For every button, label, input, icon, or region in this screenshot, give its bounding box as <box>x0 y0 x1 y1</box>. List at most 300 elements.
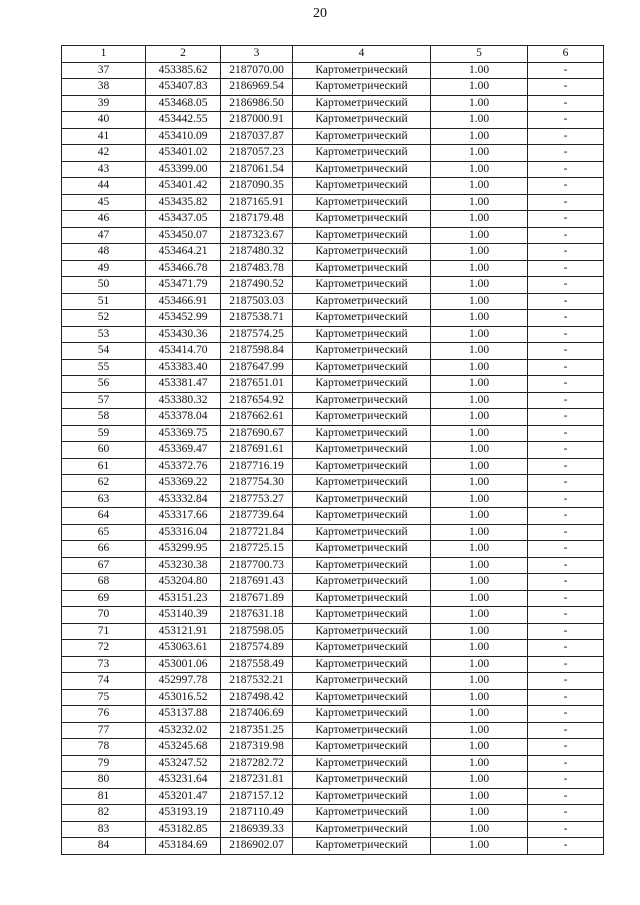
table-cell: - <box>528 359 604 376</box>
page-number: 20 <box>313 6 327 21</box>
table-cell: - <box>528 656 604 673</box>
table-cell: Картометрический <box>293 574 431 591</box>
table-cell: - <box>528 640 604 657</box>
table-cell: 2187651.01 <box>221 376 293 393</box>
table-cell: Картометрический <box>293 442 431 459</box>
table-cell: 1.00 <box>431 541 528 558</box>
table-header <box>62 46 604 63</box>
table-cell: 2187725.15 <box>221 541 293 558</box>
table-cell: 1.00 <box>431 788 528 805</box>
table-cell: 62 <box>62 475 146 492</box>
table-cell: 81 <box>62 788 146 805</box>
table-cell: 73 <box>62 656 146 673</box>
table-row <box>62 640 604 657</box>
table-cell: 1.00 <box>431 343 528 360</box>
table-cell: 1.00 <box>431 359 528 376</box>
table-cell: Картометрический <box>293 541 431 558</box>
table-row <box>62 755 604 772</box>
table-cell: 2187480.32 <box>221 244 293 261</box>
table-cell: 52 <box>62 310 146 327</box>
table-cell: 51 <box>62 293 146 310</box>
table-cell: 42 <box>62 145 146 162</box>
table-cell: Картометрический <box>293 673 431 690</box>
table-cell: 1.00 <box>431 524 528 541</box>
table-row <box>62 79 604 96</box>
table-cell: 61 <box>62 458 146 475</box>
table-cell: Картометрический <box>293 458 431 475</box>
table-cell: Картометрический <box>293 161 431 178</box>
table-cell: 78 <box>62 739 146 756</box>
table-cell: 453230.38 <box>146 557 221 574</box>
table-cell: Картометрический <box>293 211 431 228</box>
table-cell: Картометрический <box>293 310 431 327</box>
table-cell: 1.00 <box>431 821 528 838</box>
table-cell: 452997.78 <box>146 673 221 690</box>
table-cell: - <box>528 293 604 310</box>
table-cell: 453407.83 <box>146 79 221 96</box>
table-cell: 1.00 <box>431 227 528 244</box>
table-cell: 453466.78 <box>146 260 221 277</box>
table-cell: - <box>528 62 604 79</box>
table-cell: 2187690.67 <box>221 425 293 442</box>
table-cell: 453232.02 <box>146 722 221 739</box>
table-cell: 1.00 <box>431 607 528 624</box>
table-cell: 2187503.03 <box>221 293 293 310</box>
table-cell: 2187000.91 <box>221 112 293 129</box>
table-cell: - <box>528 788 604 805</box>
table-cell: 2187691.61 <box>221 442 293 459</box>
table-cell: - <box>528 442 604 459</box>
table-cell: 453452.99 <box>146 310 221 327</box>
table-cell: 2187647.99 <box>221 359 293 376</box>
table-row <box>62 128 604 145</box>
table-row <box>62 161 604 178</box>
table-cell: 58 <box>62 409 146 426</box>
table-row <box>62 277 604 294</box>
table-cell: 77 <box>62 722 146 739</box>
table-row <box>62 574 604 591</box>
table-cell: Картометрический <box>293 755 431 772</box>
column-header-2: 2 <box>146 46 221 63</box>
table-cell: 1.00 <box>431 128 528 145</box>
table-cell: 453442.55 <box>146 112 221 129</box>
table-row <box>62 541 604 558</box>
table-row <box>62 673 604 690</box>
table-cell: 2187037.87 <box>221 128 293 145</box>
table-body <box>62 62 604 854</box>
table-cell: - <box>528 838 604 855</box>
table-row <box>62 442 604 459</box>
table-cell: 453450.07 <box>146 227 221 244</box>
table-cell: 2186939.33 <box>221 821 293 838</box>
table-cell: 1.00 <box>431 590 528 607</box>
table-cell: 453430.36 <box>146 326 221 343</box>
table-cell: 1.00 <box>431 293 528 310</box>
table-cell: Картометрический <box>293 409 431 426</box>
table-cell: 453369.47 <box>146 442 221 459</box>
table-cell: Картометрический <box>293 277 431 294</box>
table-row <box>62 178 604 195</box>
table-row <box>62 607 604 624</box>
table-cell: 43 <box>62 161 146 178</box>
table-cell: 453369.75 <box>146 425 221 442</box>
table-cell: 1.00 <box>431 508 528 525</box>
table-cell: - <box>528 722 604 739</box>
table-cell: 74 <box>62 673 146 690</box>
table-cell: Картометрический <box>293 95 431 112</box>
table-cell: 453414.70 <box>146 343 221 360</box>
table-row <box>62 508 604 525</box>
table-cell: 72 <box>62 640 146 657</box>
table-cell: - <box>528 211 604 228</box>
table-cell: 453369.22 <box>146 475 221 492</box>
table-cell: Картометрический <box>293 293 431 310</box>
table-row <box>62 293 604 310</box>
table-cell: 453464.21 <box>146 244 221 261</box>
table-cell: 453466.91 <box>146 293 221 310</box>
table-cell: Картометрический <box>293 656 431 673</box>
table-cell: 68 <box>62 574 146 591</box>
table-cell: - <box>528 425 604 442</box>
table-row <box>62 260 604 277</box>
coordinates-table <box>61 45 604 855</box>
table-cell: - <box>528 623 604 640</box>
table-row <box>62 722 604 739</box>
column-header-1: 1 <box>62 46 146 63</box>
table-cell: - <box>528 821 604 838</box>
table-cell: 48 <box>62 244 146 261</box>
table-cell: 2187061.54 <box>221 161 293 178</box>
table-cell: 2186969.54 <box>221 79 293 96</box>
table-row <box>62 211 604 228</box>
table-cell: 46 <box>62 211 146 228</box>
table-cell: 2187179.48 <box>221 211 293 228</box>
table-cell: Картометрический <box>293 128 431 145</box>
table-cell: 75 <box>62 689 146 706</box>
table-cell: 2187721.84 <box>221 524 293 541</box>
table-cell: Картометрический <box>293 722 431 739</box>
column-header-4: 4 <box>293 46 431 63</box>
table-cell: 453468.05 <box>146 95 221 112</box>
table-cell: 453372.76 <box>146 458 221 475</box>
table-cell: 1.00 <box>431 260 528 277</box>
table-cell: 1.00 <box>431 656 528 673</box>
table-row <box>62 805 604 822</box>
table-cell: Картометрический <box>293 838 431 855</box>
table-cell: 1.00 <box>431 376 528 393</box>
table-cell: 1.00 <box>431 62 528 79</box>
table-cell: Картометрический <box>293 227 431 244</box>
table-row <box>62 491 604 508</box>
table-row <box>62 557 604 574</box>
table-cell: - <box>528 772 604 789</box>
table-cell: Картометрический <box>293 706 431 723</box>
table-cell: 453182.85 <box>146 821 221 838</box>
table-cell: 2187490.52 <box>221 277 293 294</box>
table-cell: 1.00 <box>431 689 528 706</box>
table-cell: - <box>528 326 604 343</box>
table-row <box>62 326 604 343</box>
table-cell: 1.00 <box>431 739 528 756</box>
table-cell: 49 <box>62 260 146 277</box>
table-cell: 2187631.18 <box>221 607 293 624</box>
table-row <box>62 227 604 244</box>
table-cell: - <box>528 194 604 211</box>
table-cell: 56 <box>62 376 146 393</box>
table-row <box>62 475 604 492</box>
table-cell: 66 <box>62 541 146 558</box>
table-cell: Картометрический <box>293 343 431 360</box>
table-cell: - <box>528 541 604 558</box>
table-cell: - <box>528 128 604 145</box>
table-cell: 453137.88 <box>146 706 221 723</box>
table-cell: 1.00 <box>431 491 528 508</box>
table-cell: 453121.91 <box>146 623 221 640</box>
table-cell: 1.00 <box>431 112 528 129</box>
table-cell: 1.00 <box>431 425 528 442</box>
table-cell: 65 <box>62 524 146 541</box>
table-row <box>62 706 604 723</box>
table-cell: 37 <box>62 62 146 79</box>
table-cell: 67 <box>62 557 146 574</box>
table-cell: 1.00 <box>431 755 528 772</box>
table-cell: 1.00 <box>431 557 528 574</box>
table-cell: 76 <box>62 706 146 723</box>
table-cell: - <box>528 590 604 607</box>
table-cell: 453016.52 <box>146 689 221 706</box>
table-cell: 1.00 <box>431 326 528 343</box>
table-cell: 453399.00 <box>146 161 221 178</box>
table-cell: 453140.39 <box>146 607 221 624</box>
table-row <box>62 112 604 129</box>
table-cell: 2187110.49 <box>221 805 293 822</box>
table-cell: 47 <box>62 227 146 244</box>
table-cell: Картометрический <box>293 524 431 541</box>
table-cell: 453381.47 <box>146 376 221 393</box>
table-cell: - <box>528 178 604 195</box>
table-cell: - <box>528 112 604 129</box>
table-cell: - <box>528 739 604 756</box>
table-row <box>62 359 604 376</box>
table-cell: 69 <box>62 590 146 607</box>
table-cell: 2187483.78 <box>221 260 293 277</box>
table-cell: Картометрический <box>293 112 431 129</box>
table-cell: 1.00 <box>431 145 528 162</box>
column-header-6: 6 <box>528 46 604 63</box>
table-cell: 83 <box>62 821 146 838</box>
table-cell: 39 <box>62 95 146 112</box>
table-cell: 2187351.25 <box>221 722 293 739</box>
table-cell: 2187671.89 <box>221 590 293 607</box>
table-cell: 453401.42 <box>146 178 221 195</box>
table-cell: 53 <box>62 326 146 343</box>
table-cell: 44 <box>62 178 146 195</box>
table-cell: 453437.05 <box>146 211 221 228</box>
table-cell: 82 <box>62 805 146 822</box>
table-cell: 2187070.00 <box>221 62 293 79</box>
table-cell: 2187700.73 <box>221 557 293 574</box>
table-row <box>62 821 604 838</box>
table-cell: 2187319.98 <box>221 739 293 756</box>
table-cell: Картометрический <box>293 62 431 79</box>
table-row <box>62 376 604 393</box>
table-cell: 38 <box>62 79 146 96</box>
table-cell: Картометрический <box>293 425 431 442</box>
table-cell: - <box>528 557 604 574</box>
table-cell: 453151.23 <box>146 590 221 607</box>
table-cell: - <box>528 607 604 624</box>
table-cell: Картометрический <box>293 359 431 376</box>
table-cell: 1.00 <box>431 79 528 96</box>
table-cell: Картометрический <box>293 491 431 508</box>
table-cell: 1.00 <box>431 772 528 789</box>
table-cell: 453385.62 <box>146 62 221 79</box>
table-cell: 2187598.84 <box>221 343 293 360</box>
table-cell: 2187282.72 <box>221 755 293 772</box>
table-cell: - <box>528 805 604 822</box>
table-cell: 54 <box>62 343 146 360</box>
table-row <box>62 656 604 673</box>
table-cell: 453001.06 <box>146 656 221 673</box>
table-cell: 453193.19 <box>146 805 221 822</box>
table-cell: 1.00 <box>431 623 528 640</box>
table-cell: 2187558.49 <box>221 656 293 673</box>
table-cell: 2187754.30 <box>221 475 293 492</box>
table-cell: 453245.68 <box>146 739 221 756</box>
table-cell: 1.00 <box>431 442 528 459</box>
table-cell: 41 <box>62 128 146 145</box>
table-cell: 1.00 <box>431 211 528 228</box>
table-cell: 453401.02 <box>146 145 221 162</box>
table-cell: Картометрический <box>293 194 431 211</box>
table-row <box>62 590 604 607</box>
table-row <box>62 623 604 640</box>
table-cell: Картометрический <box>293 623 431 640</box>
table-cell: 453201.47 <box>146 788 221 805</box>
table-cell: Картометрический <box>293 772 431 789</box>
table-cell: - <box>528 145 604 162</box>
table-cell: Картометрический <box>293 376 431 393</box>
table-cell: 453410.09 <box>146 128 221 145</box>
table-cell: 2187574.89 <box>221 640 293 657</box>
table-cell: 71 <box>62 623 146 640</box>
table-cell: 2186986.50 <box>221 95 293 112</box>
table-cell: - <box>528 706 604 723</box>
table-cell: Картометрический <box>293 805 431 822</box>
table-cell: - <box>528 277 604 294</box>
table-cell: 453435.82 <box>146 194 221 211</box>
table-cell: - <box>528 673 604 690</box>
table-cell: 50 <box>62 277 146 294</box>
table-cell: 453378.04 <box>146 409 221 426</box>
table-row <box>62 524 604 541</box>
table-cell: - <box>528 491 604 508</box>
table-row <box>62 392 604 409</box>
table-row <box>62 310 604 327</box>
table-cell: - <box>528 343 604 360</box>
table-cell: 2186902.07 <box>221 838 293 855</box>
table-cell: 2187323.67 <box>221 227 293 244</box>
table-cell: - <box>528 79 604 96</box>
table-cell: 2187739.64 <box>221 508 293 525</box>
table-cell: 2187574.25 <box>221 326 293 343</box>
table-cell: 453231.64 <box>146 772 221 789</box>
table-cell: Картометрический <box>293 689 431 706</box>
table-cell: Картометрический <box>293 739 431 756</box>
table-cell: 59 <box>62 425 146 442</box>
table-row <box>62 95 604 112</box>
table-cell: Картометрический <box>293 640 431 657</box>
table-cell: 1.00 <box>431 244 528 261</box>
table-cell: 2187654.92 <box>221 392 293 409</box>
table-cell: - <box>528 244 604 261</box>
table-cell: Картометрический <box>293 821 431 838</box>
table-row <box>62 425 604 442</box>
table-cell: 2187753.27 <box>221 491 293 508</box>
table-cell: - <box>528 310 604 327</box>
table-cell: 1.00 <box>431 706 528 723</box>
table-cell: 2187598.05 <box>221 623 293 640</box>
table-cell: Картометрический <box>293 475 431 492</box>
table-row <box>62 739 604 756</box>
table-cell: - <box>528 458 604 475</box>
table-cell: 1.00 <box>431 178 528 195</box>
table-cell: 453299.95 <box>146 541 221 558</box>
table-cell: 1.00 <box>431 161 528 178</box>
table-cell: 2187716.19 <box>221 458 293 475</box>
table-row <box>62 689 604 706</box>
table-cell: Картометрический <box>293 607 431 624</box>
table-cell: 2187157.12 <box>221 788 293 805</box>
table-cell: 453380.32 <box>146 392 221 409</box>
table-row <box>62 62 604 79</box>
table-cell: 1.00 <box>431 475 528 492</box>
table-cell: Картометрический <box>293 145 431 162</box>
table-cell: 453383.40 <box>146 359 221 376</box>
table-cell: 2187165.91 <box>221 194 293 211</box>
table-row <box>62 194 604 211</box>
table-cell: 40 <box>62 112 146 129</box>
table-row <box>62 772 604 789</box>
table-cell: - <box>528 689 604 706</box>
table-cell: 2187406.69 <box>221 706 293 723</box>
table-cell: 1.00 <box>431 277 528 294</box>
table-cell: 453063.61 <box>146 640 221 657</box>
table-cell: - <box>528 376 604 393</box>
table-cell: 453247.52 <box>146 755 221 772</box>
table-cell: 453332.84 <box>146 491 221 508</box>
table-cell: 1.00 <box>431 458 528 475</box>
table-cell: Картометрический <box>293 392 431 409</box>
table-cell: 1.00 <box>431 574 528 591</box>
column-header-5: 5 <box>431 46 528 63</box>
table-row <box>62 145 604 162</box>
table-cell: - <box>528 524 604 541</box>
table-cell: 1.00 <box>431 722 528 739</box>
table-cell: 70 <box>62 607 146 624</box>
table-cell: Картометрический <box>293 557 431 574</box>
table-cell: 1.00 <box>431 95 528 112</box>
table-cell: 1.00 <box>431 805 528 822</box>
table-cell: Картометрический <box>293 508 431 525</box>
table-cell: - <box>528 227 604 244</box>
table-row <box>62 838 604 855</box>
table-row <box>62 244 604 261</box>
table-cell: 2187532.21 <box>221 673 293 690</box>
table-cell: Картометрический <box>293 178 431 195</box>
table-cell: - <box>528 574 604 591</box>
table-cell: 57 <box>62 392 146 409</box>
